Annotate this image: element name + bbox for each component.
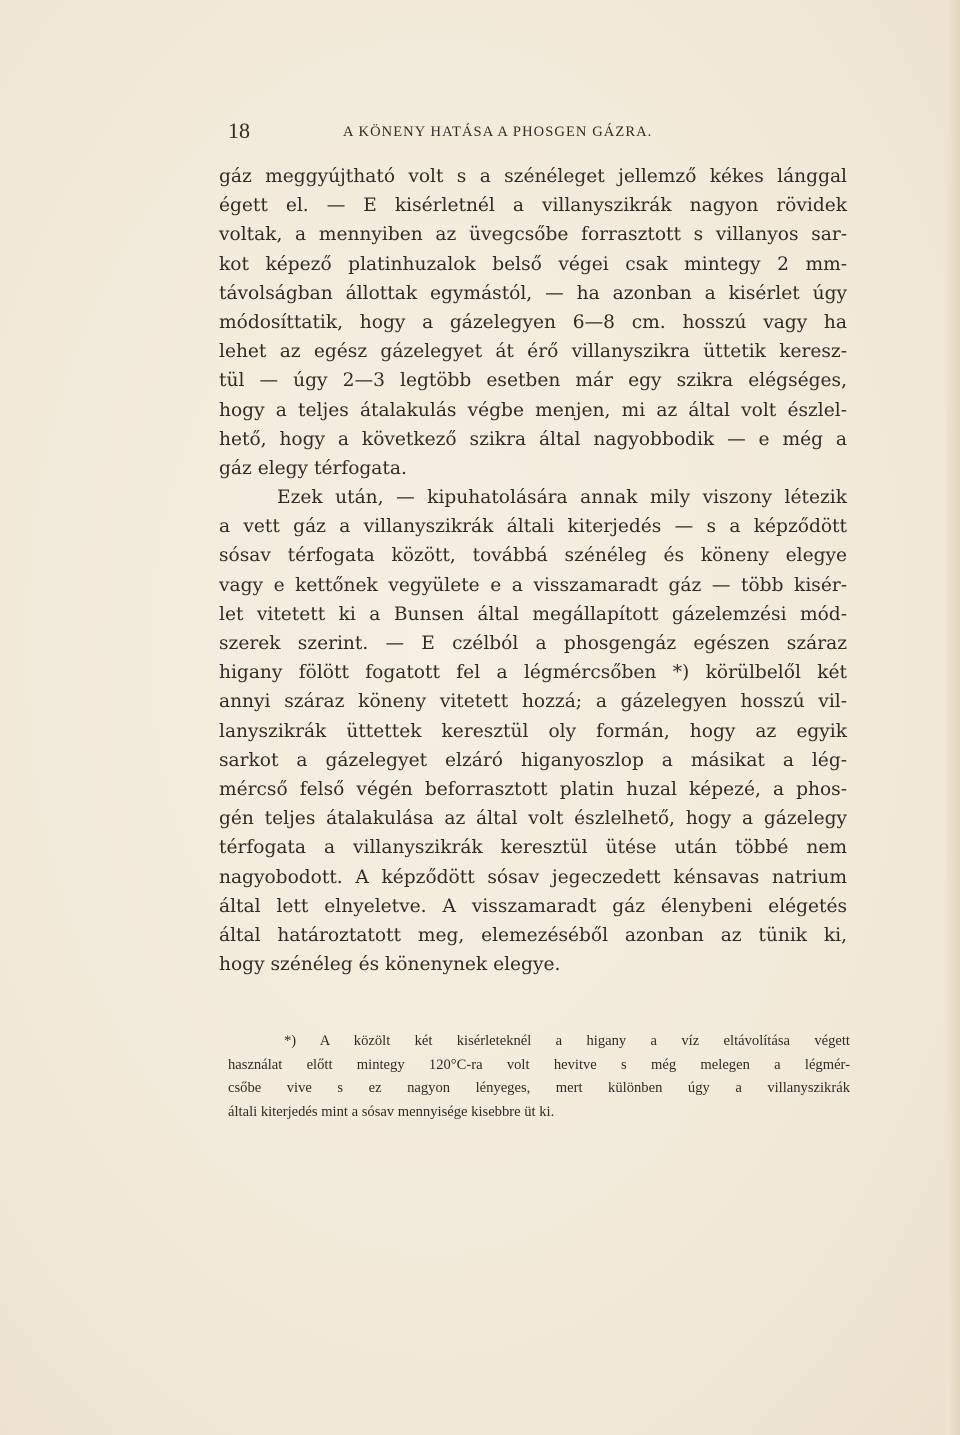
- text-line: gáz meggyújtható volt s a szénéleget jellemző kékes lánggal: [219, 166, 847, 187]
- text-line: annyi száraz köneny vitetett hozzá; a gázelegyen hosszú vil-: [219, 691, 847, 713]
- body-text: [219, 162, 847, 979]
- text-line: által határoztatott meg, elemezéséből azonban az tünik ki,: [219, 924, 847, 946]
- text-line: módosíttatik, hogy a gázelegyen 6—8 cm. hosszú vagy ha: [219, 311, 847, 333]
- footnote-line: csőbe vive s ez nagyon lényeges, mert különben úgy a villanyszikrák: [228, 1080, 850, 1097]
- text-line: sósav térfogata között, továbbá szénéleg és köneny elegye: [219, 545, 847, 567]
- page-number: 18: [228, 118, 250, 143]
- text-line: a vett gáz a villanyszikrák általi kiterjedés — s a képződött: [219, 516, 847, 538]
- text-line: hogy szénéleg és könenynek elegye.: [219, 954, 561, 976]
- text-line: kot képező platinhuzalok belső végei csak mintegy 2 mm-: [219, 253, 847, 275]
- footnote-line: *) A közölt két kisérleteknél a higany a víz eltávolítása végett: [284, 1033, 850, 1049]
- text-line: által lett elnyeletve. A visszamaradt gáz élenybeni elégetés: [219, 895, 847, 917]
- text-line: hető, hogy a következő szikra által nagyobbodik — e még a: [219, 428, 847, 450]
- text-line: távolságban állottak egymástól, — ha azonban a kisérlet úgy: [219, 282, 847, 304]
- text-line: hogy a teljes átalakulás végbe menjen, mi az által volt észlel-: [219, 399, 847, 421]
- text-line: lehet az egész gázelegyet át érő villanyszikra üttetik keresz-: [219, 341, 847, 363]
- footnote: [228, 1030, 850, 1124]
- text-line: vagy e kettőnek vegyülete e a visszamaradt gáz — több kisér-: [219, 574, 847, 596]
- text-line: let vitetett ki a Bunsen által megállapított gázelemzési mód-: [219, 603, 847, 625]
- text-line: égett el. — E kisérletnél a villanyszikrák nagyon rövidek: [219, 195, 847, 217]
- footnote-line: használat előtt mintegy 120°C-ra volt hevitve s még melegen a légmér-: [228, 1056, 850, 1073]
- text-line: nagyobodott. A képződött sósav jegeczedett kénsavas natrium: [219, 866, 847, 888]
- text-line: mércső felső végén beforrasztott platin huzal képezé, a phos-: [219, 778, 847, 800]
- text-line: tül — úgy 2—3 legtöbb esetben már egy szikra elégséges,: [219, 370, 847, 392]
- footnote-line: általi kiterjedés mint a sósav mennyisége kisebbre üt ki.: [228, 1103, 555, 1120]
- running-title: A KÖNENY HATÁSA A PHOSGEN GÁZRA.: [343, 124, 653, 140]
- running-head: [228, 118, 848, 148]
- text-line: Ezek után, — kipuhatolására annak mily viszony létezik: [277, 487, 847, 509]
- text-line: gén teljes átalakulása az által volt észlelhető, hogy a gázelegy: [219, 808, 847, 830]
- page-edge: [946, 0, 960, 1435]
- text-line: lanyszikrák üttettek keresztül oly formán, hogy az egyik: [219, 720, 847, 742]
- text-line: higany fölött fogatott fel a légmércsőben *) körülbelől két: [219, 662, 847, 684]
- text-line: térfogata a villanyszikrák keresztül ütése után többé nem: [219, 837, 847, 859]
- text-line: szerek szerint. — E czélból a phosgengáz egészen száraz: [219, 633, 847, 654]
- text-line: voltak, a mennyiben az üvegcsőbe forrasztott s villanyos sar-: [219, 224, 847, 246]
- text-line: sarkot a gázelegyet elzáró higanyoszlop a másikat a lég-: [219, 749, 847, 771]
- text-line: gáz elegy térfogata.: [219, 457, 407, 479]
